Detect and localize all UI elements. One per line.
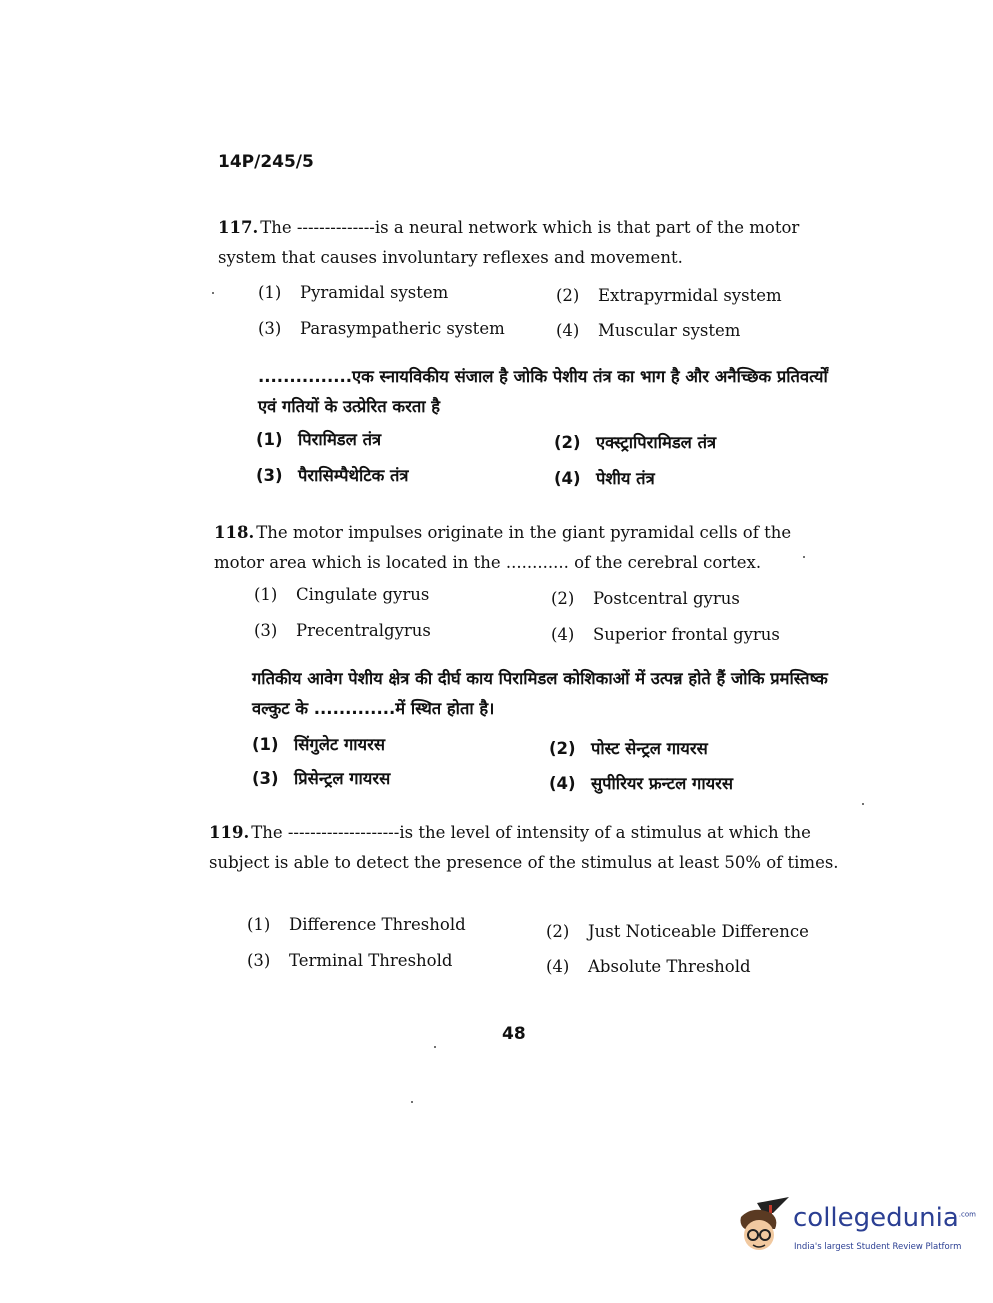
scan-speck (803, 556, 805, 558)
page-number: 48 (502, 1024, 526, 1044)
collegedunia-logo (733, 1195, 976, 1265)
question-text-hi: गतिकीय आवेग पेशीय क्षेत्र की दीर्घ काय पिरामिडल कोशिकाओं में उत्पन्न होते हैं जोकि प्रमस्तिष्क वल्कुट के .............में स्थित होता है। (252, 669, 828, 718)
option-3: (3) Parasympatheric system (258, 319, 505, 338)
question-number: 117. (218, 218, 259, 237)
question-text-hi: ...............एक स्नायविकीय संजाल है जोकि पेशीय तंत्र का भाग है और अनैच्छिक प्रतिवर्त्यों एवं गतियों के उत्प्रेरित करता है (258, 367, 828, 416)
question-text-en: The --------------------is the level of intensity of a stimulus at which the subject is able to detect the presence of the stimulus at least 50% of times. (209, 823, 839, 872)
question-number: 118. (214, 523, 255, 542)
option-3: (3) Precentralgyrus (254, 621, 431, 640)
scan-speck (434, 1046, 436, 1048)
option-hi-1: (1) सिंगुलेट गायरस (252, 735, 385, 754)
option-4: (4) Muscular system (556, 321, 741, 340)
question-number: 119. (209, 823, 250, 842)
option-2: (2) Just Noticeable Difference (546, 922, 809, 941)
option-hi-2: (2) एक्स्ट्रापिरामिडल तंत्र (554, 433, 717, 452)
paper-code: 14P/245/5 (218, 152, 314, 172)
option-hi-3: (3) पैरासिम्पैथेटिक तंत्र (256, 466, 409, 485)
option-hi-2: (2) पोस्ट सेन्ट्रल गायरस (549, 739, 708, 758)
option-3: (3) Terminal Threshold (247, 951, 453, 970)
option-2: (2) Extrapyrmidal system (556, 286, 782, 305)
option-2: (2) Postcentral gyrus (551, 589, 740, 608)
question-text-en: The motor impulses originate in the giant pyramidal cells of the motor area which is located in the ............ of the cerebral cortex. (214, 523, 792, 572)
scan-speck (411, 1101, 413, 1103)
option-hi-4: (4) सुपीरियर फ्रन्टल गायरस (549, 774, 734, 793)
logo-brand: collegedunia (793, 1203, 959, 1233)
option-1: (1) Difference Threshold (247, 915, 466, 934)
option-hi-4: (4) पेशीय तंत्र (554, 469, 655, 488)
option-hi-3: (3) प्रिसेन्ट्रल गायरस (252, 769, 391, 788)
scan-speck (862, 803, 864, 805)
scan-speck (212, 292, 214, 294)
option-1: (1) Pyramidal system (258, 283, 449, 302)
option-1: (1) Cingulate gyrus (254, 585, 430, 604)
logo-suffix: .com (958, 1210, 976, 1219)
logo-tagline: India's largest Student Review Platform (794, 1242, 962, 1252)
option-4: (4) Absolute Threshold (546, 957, 751, 976)
mascot-icon (733, 1195, 795, 1257)
question-text-en: The --------------is a neural network which is that part of the motor system that causes involuntary reflexes and movement. (218, 218, 800, 267)
option-hi-1: (1) पिरामिडल तंत्र (256, 430, 382, 449)
option-4: (4) Superior frontal gyrus (551, 625, 780, 644)
